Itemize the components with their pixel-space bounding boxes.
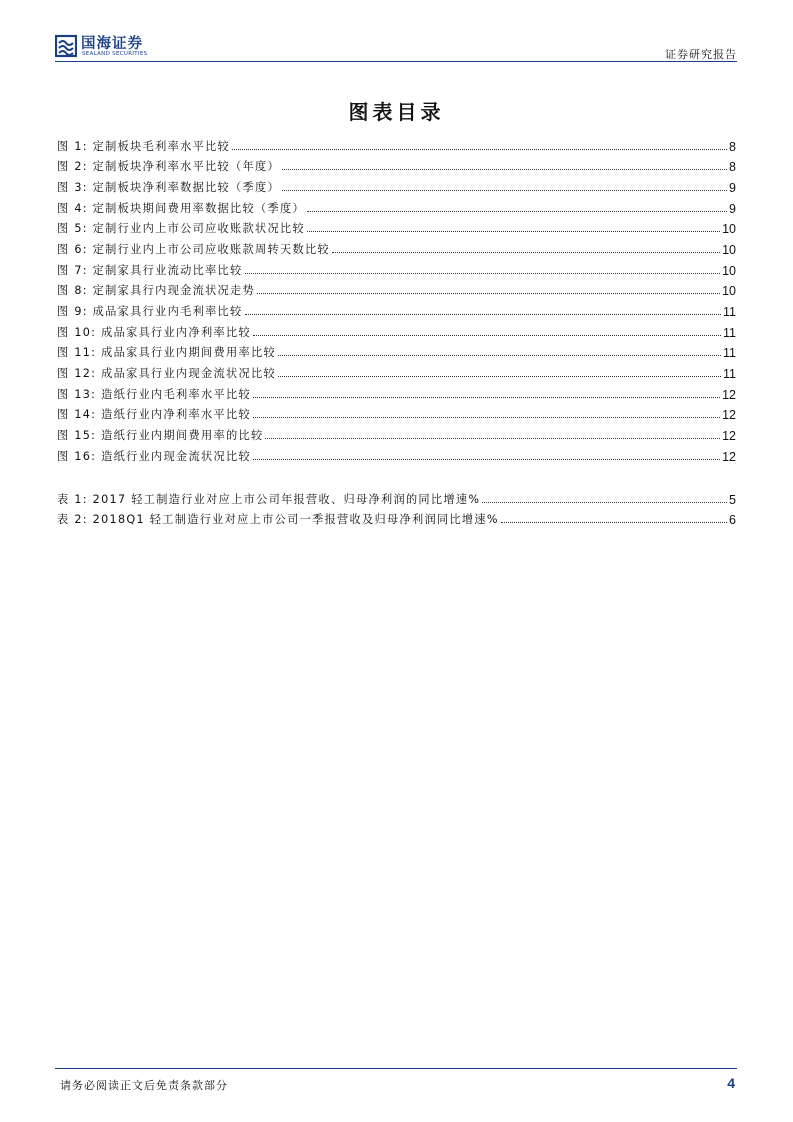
figure-entry[interactable] bbox=[57, 257, 736, 278]
dot-leader bbox=[332, 252, 720, 253]
figure-entry-label: 图 12: 成品家具行业内现金流状况比较 bbox=[57, 366, 276, 380]
dot-leader bbox=[307, 211, 727, 212]
figure-entry[interactable] bbox=[57, 340, 736, 361]
dot-leader bbox=[253, 417, 720, 418]
dot-leader bbox=[253, 397, 720, 398]
figure-entry-page: 10 bbox=[722, 242, 736, 257]
figure-entry-label: 图 9: 成品家具行业内毛利率比较 bbox=[57, 304, 243, 318]
figure-entry-page: 9 bbox=[729, 201, 736, 216]
dot-leader bbox=[501, 522, 727, 523]
figure-entry-page: 11 bbox=[723, 304, 736, 319]
dot-leader bbox=[232, 149, 727, 150]
report-type: 证券研究报告 bbox=[665, 48, 737, 61]
dot-leader bbox=[482, 502, 727, 503]
figure-entry-page: 10 bbox=[722, 263, 736, 278]
figure-entry[interactable] bbox=[57, 154, 736, 175]
figure-list bbox=[57, 133, 736, 464]
figure-entry-label: 图 6: 定制行业内上市公司应收账款周转天数比较 bbox=[57, 242, 330, 256]
figure-entry[interactable] bbox=[57, 402, 736, 423]
figure-entry-label: 图 4: 定制板块期间费用率数据比较（季度） bbox=[57, 201, 305, 215]
figure-entry-page: 8 bbox=[729, 160, 736, 175]
figure-entry-page: 11 bbox=[723, 346, 736, 361]
footer-disclaimer: 请务必阅读正文后免责条款部分 bbox=[60, 1079, 228, 1092]
figure-entry[interactable] bbox=[57, 422, 736, 443]
figure-entry-page: 10 bbox=[722, 222, 736, 237]
figure-entry-label: 图 1: 定制板块毛利率水平比较 bbox=[57, 139, 231, 153]
figure-entry-label: 图 8: 定制家具行内现金流状况走势 bbox=[57, 284, 256, 298]
figure-entry-label: 图 11: 成品家具行业内期间费用率比较 bbox=[57, 346, 276, 360]
page-number: 4 bbox=[727, 1075, 735, 1091]
figure-entry-label: 图 10: 成品家具行业内净利率比较 bbox=[57, 325, 251, 339]
figure-entry-page: 9 bbox=[729, 180, 736, 195]
figure-entry[interactable] bbox=[57, 216, 736, 237]
dot-leader bbox=[245, 273, 721, 274]
figure-entry[interactable] bbox=[57, 443, 736, 464]
figure-entry[interactable] bbox=[57, 278, 736, 299]
dot-leader bbox=[265, 438, 720, 439]
figure-entry-label: 图 13: 造纸行业内毛利率水平比较 bbox=[57, 387, 251, 401]
figure-entry[interactable] bbox=[57, 360, 736, 381]
dot-leader bbox=[253, 459, 720, 460]
dot-leader bbox=[307, 231, 720, 232]
figure-entry-label: 图 3: 定制板块净利率数据比较（季度） bbox=[57, 180, 281, 194]
table-list bbox=[57, 486, 736, 527]
figure-entry-label: 图 7: 定制家具行业流动比率比较 bbox=[57, 263, 243, 277]
dot-leader bbox=[278, 376, 721, 377]
table-entry-page: 5 bbox=[729, 492, 736, 507]
figure-entry-label: 图 14: 造纸行业内净利率水平比较 bbox=[57, 408, 251, 422]
figure-entry[interactable] bbox=[57, 174, 736, 195]
header-divider bbox=[55, 61, 737, 62]
dot-leader bbox=[282, 169, 727, 170]
table-entry[interactable] bbox=[57, 486, 736, 507]
table-entry[interactable] bbox=[57, 507, 736, 528]
dot-leader bbox=[282, 190, 727, 191]
table-entry-label: 表 1: 2017 轻工制造行业对应上市公司年报营收、归母净利润的同比增速% bbox=[57, 492, 481, 506]
footer-divider bbox=[55, 1068, 737, 1069]
figure-entry-label: 图 15: 造纸行业内期间费用率的比较 bbox=[57, 428, 264, 442]
figure-entry-label: 图 16: 造纸行业内现金流状况比较 bbox=[57, 449, 251, 463]
figure-entry[interactable] bbox=[57, 381, 736, 402]
figure-entry-page: 11 bbox=[723, 366, 736, 381]
figure-entry-page: 11 bbox=[723, 325, 736, 340]
dot-leader bbox=[257, 293, 720, 294]
figure-entry-page: 8 bbox=[729, 139, 736, 154]
figure-entry[interactable] bbox=[57, 195, 736, 216]
logo-name-cn: 国海证券 bbox=[81, 36, 143, 52]
figure-entry-label: 图 2: 定制板块净利率水平比较（年度） bbox=[57, 160, 281, 174]
figure-entry-page: 12 bbox=[722, 449, 736, 464]
table-entry-page: 6 bbox=[729, 513, 736, 528]
figure-entry-label: 图 5: 定制行业内上市公司应收账款状况比较 bbox=[57, 222, 305, 236]
figure-entry-page: 10 bbox=[722, 284, 736, 299]
figure-entry[interactable] bbox=[57, 298, 736, 319]
dot-leader bbox=[253, 335, 721, 336]
page-title: 图表目录 bbox=[348, 100, 445, 124]
page-header bbox=[55, 32, 737, 62]
dot-leader bbox=[245, 314, 721, 315]
logo-name-en: SEALAND SECURITIES bbox=[82, 51, 148, 57]
table-entry-label: 表 2: 2018Q1 轻工制造行业对应上市公司一季报营收及归母净利润同比增速% bbox=[57, 513, 499, 527]
figure-entry[interactable] bbox=[57, 319, 736, 340]
sealand-logo-icon bbox=[55, 34, 77, 58]
figure-entry-page: 12 bbox=[722, 387, 736, 402]
figure-entry-page: 12 bbox=[722, 408, 736, 423]
figure-entry-page: 12 bbox=[722, 428, 736, 443]
figure-entry[interactable] bbox=[57, 133, 736, 154]
dot-leader bbox=[278, 355, 721, 356]
figure-entry[interactable] bbox=[57, 236, 736, 257]
